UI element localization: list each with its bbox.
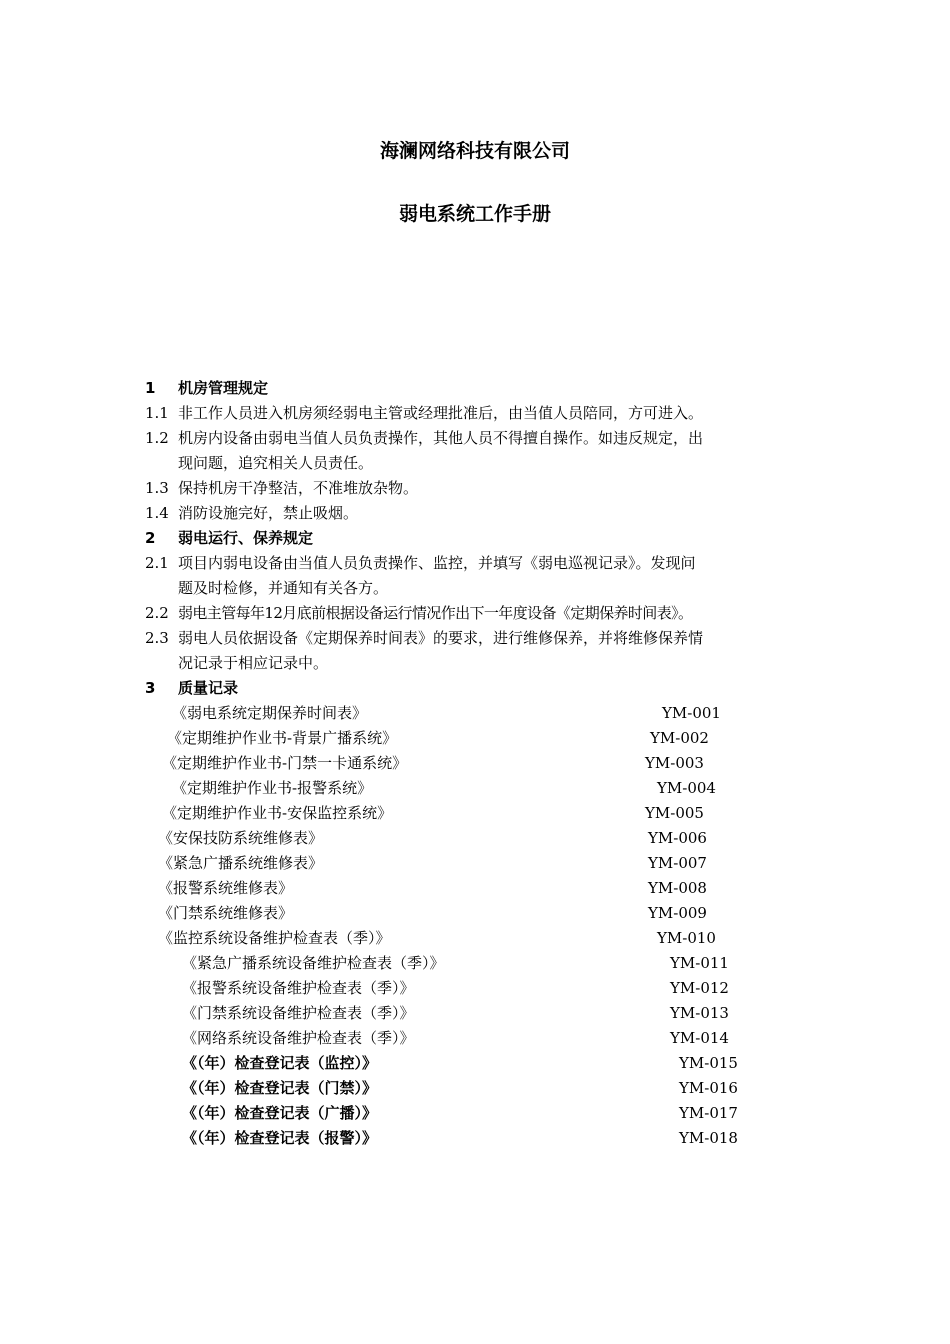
record-title: 《网络系统设备维护检查表（季）》 <box>182 1029 415 1047</box>
record-row <box>145 901 815 926</box>
manual-body <box>145 376 815 1151</box>
record-title: 《（年）检查登记表（广播）》 <box>182 1104 378 1122</box>
record-code: YM-012 <box>670 979 729 997</box>
record-title: 《定期维护作业书-安保监控系统》 <box>162 804 393 822</box>
record-row <box>145 726 815 751</box>
record-row <box>145 1101 815 1126</box>
record-code: YM-002 <box>650 729 709 747</box>
record-title: 《定期维护作业书-门禁一卡通系统》 <box>162 754 408 772</box>
clause: 2.1 项目内弱电设备由当值人员负责操作、监控，并填写《弱电巡视记录》。发现问 <box>145 554 696 572</box>
clause-continuation: 题及时检修，并通知有关各方。 <box>178 579 389 597</box>
clause: 1.1 非工作人员进入机房须经弱电主管或经理批准后，由当值人员陪同，方可进入。 <box>145 404 704 422</box>
record-row <box>145 1076 815 1101</box>
record-title: 《安保技防系统维修表》 <box>158 829 324 847</box>
record-title: 《监控系统设备维护检查表（季）》 <box>158 929 391 947</box>
clause-continuation: 况记录于相应记录中。 <box>178 654 329 672</box>
record-title: 《弱电系统定期保养时间表》 <box>172 704 368 722</box>
section-heading: 3 质量记录 <box>145 679 239 697</box>
record-code: YM-006 <box>648 829 707 847</box>
record-title: 《门禁系统维修表》 <box>158 904 294 922</box>
clause: 1.2 机房内设备由弱电当值人员负责操作，其他人员不得擅自操作。如违反规定，出 <box>145 429 704 447</box>
record-row <box>145 851 815 876</box>
record-code: YM-009 <box>648 904 707 922</box>
record-code: YM-015 <box>679 1054 738 1072</box>
record-row <box>145 801 815 826</box>
record-code: YM-010 <box>657 929 716 947</box>
section-heading: 2 弱电运行、保养规定 <box>145 529 314 547</box>
record-row <box>145 1026 815 1051</box>
clause: 1.4 消防设施完好，禁止吸烟。 <box>145 504 359 522</box>
record-row <box>145 751 815 776</box>
record-row <box>145 826 815 851</box>
record-code: YM-018 <box>679 1129 738 1147</box>
record-code: YM-003 <box>645 754 704 772</box>
record-row <box>145 876 815 901</box>
record-title: 《定期维护作业书-报警系统》 <box>172 779 373 797</box>
record-title: 《定期维护作业书-背景广播系统》 <box>167 729 398 747</box>
record-title: 《紧急广播系统维修表》 <box>158 854 324 872</box>
record-code: YM-004 <box>657 779 716 797</box>
record-code: YM-008 <box>648 879 707 897</box>
record-row <box>145 1126 815 1151</box>
record-title: 《报警系统维修表》 <box>158 879 294 897</box>
record-row <box>145 976 815 1001</box>
record-code: YM-013 <box>670 1004 729 1022</box>
company-name: 海澜网络科技有限公司 <box>379 140 570 162</box>
record-code: YM-011 <box>670 954 729 972</box>
clause-continuation: 现问题，追究相关人员责任。 <box>178 454 374 472</box>
record-title: 《（年）检查登记表（监控）》 <box>182 1054 378 1072</box>
record-code: YM-016 <box>679 1079 738 1097</box>
record-title: 《报警系统设备维护检查表（季）》 <box>182 979 415 997</box>
record-code: YM-005 <box>645 804 704 822</box>
manual-title: 弱电系统工作手册 <box>398 203 551 225</box>
clause: 2.2 弱电主管每年12月底前根据设备运行情况作出下一年度设备《定期保养时间表》。 <box>145 604 693 622</box>
record-title: 《（年）检查登记表（门禁）》 <box>182 1079 378 1097</box>
record-title: 《门禁系统设备维护检查表（季）》 <box>182 1004 415 1022</box>
record-title: 《（年）检查登记表（报警）》 <box>182 1129 378 1147</box>
record-row <box>145 1001 815 1026</box>
record-code: YM-014 <box>670 1029 729 1047</box>
record-code: YM-001 <box>662 704 721 722</box>
record-row <box>145 776 815 801</box>
clause: 1.3 保持机房干净整洁，不准堆放杂物。 <box>145 479 419 497</box>
record-row <box>145 1051 815 1076</box>
section-heading: 1 机房管理规定 <box>145 379 269 397</box>
record-row <box>145 701 815 726</box>
clause: 2.3 弱电人员依据设备《定期保养时间表》的要求，进行维修保养，并将维修保养情 <box>145 629 704 647</box>
record-title: 《紧急广播系统设备维护检查表（季）》 <box>182 954 445 972</box>
record-code: YM-007 <box>648 854 707 872</box>
record-code: YM-017 <box>679 1104 738 1122</box>
record-row <box>145 951 815 976</box>
record-row <box>145 926 815 951</box>
